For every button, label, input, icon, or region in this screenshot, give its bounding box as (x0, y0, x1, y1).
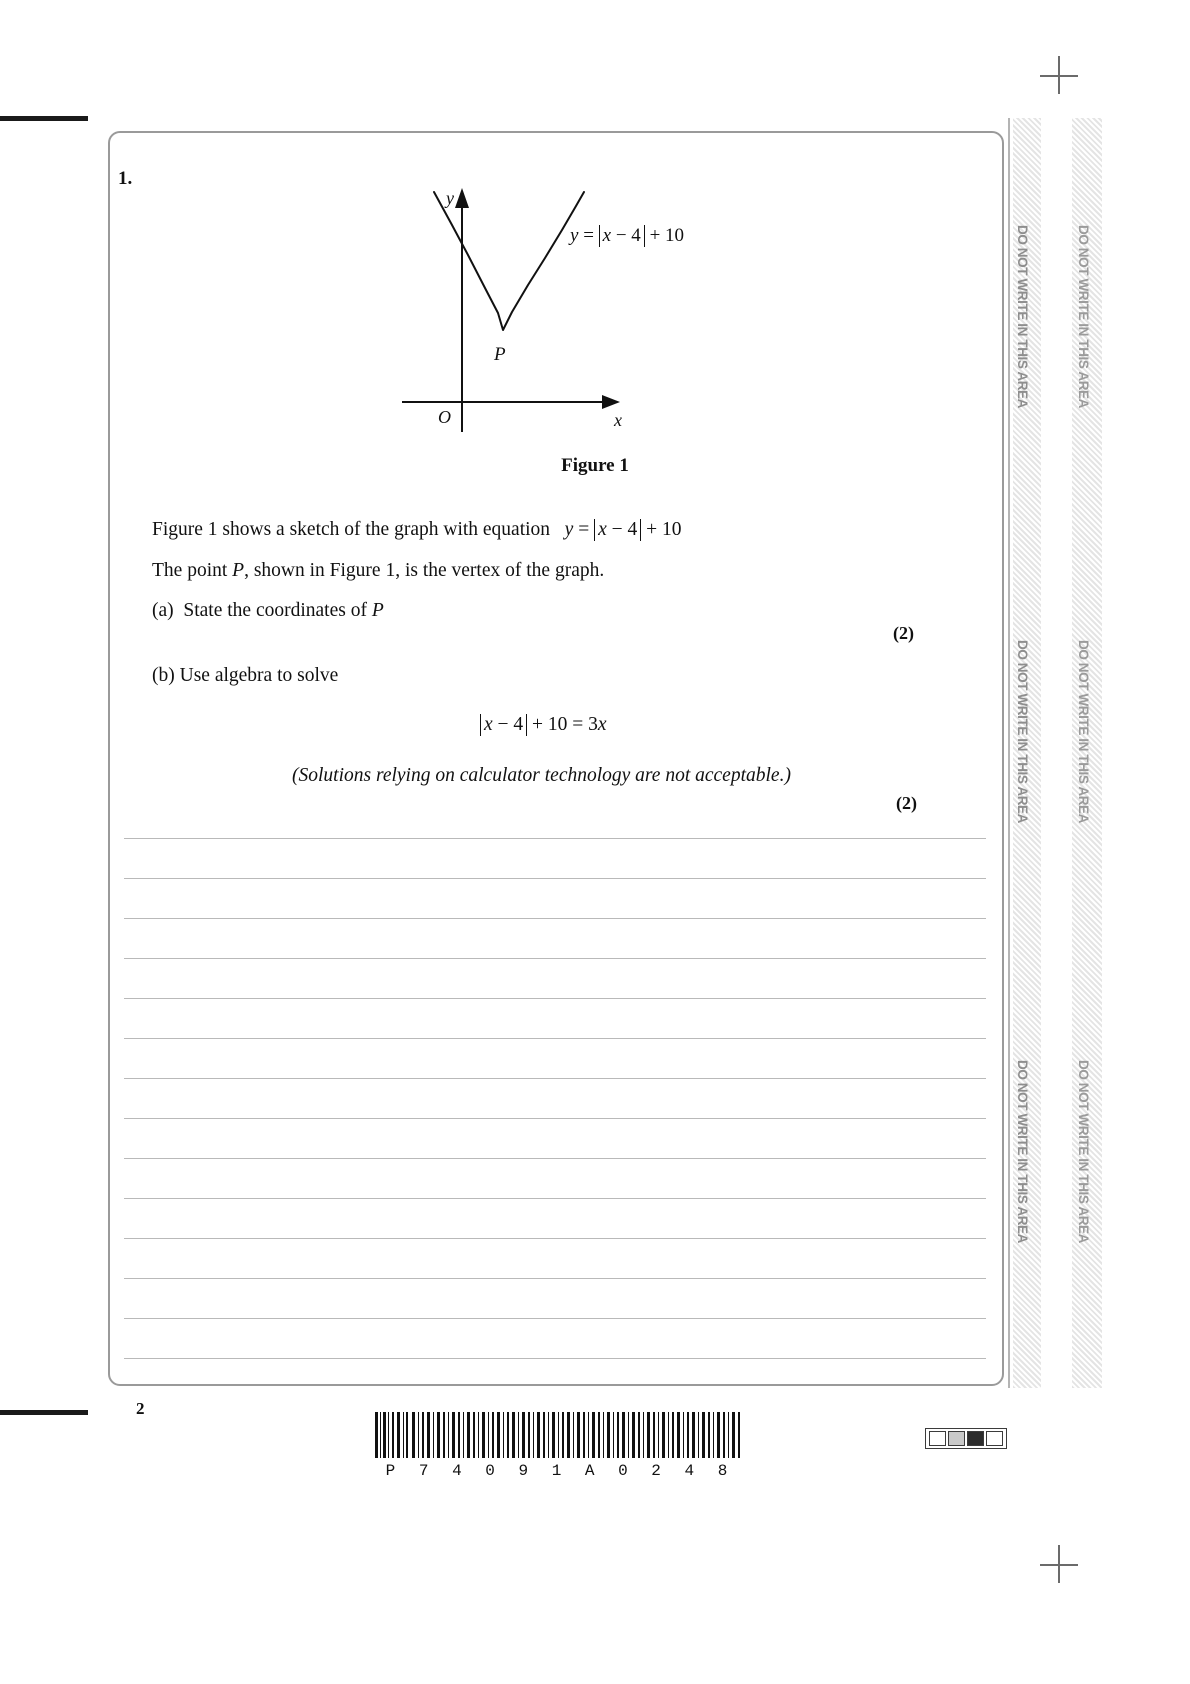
do-not-write-notice-5: DO NOT WRITE IN THIS AREA (1076, 640, 1091, 823)
answer-line[interactable] (124, 1158, 986, 1159)
part-a-text: (a) State the coordinates of P (152, 600, 384, 621)
answer-line[interactable] (124, 918, 986, 919)
answer-line[interactable] (124, 1118, 986, 1119)
answer-lines[interactable] (124, 838, 986, 1398)
do-not-write-notice-3: DO NOT WRITE IN THIS AREA (1015, 1060, 1030, 1243)
barcode (375, 1412, 745, 1458)
do-not-write-notice-2: DO NOT WRITE IN THIS AREA (1015, 640, 1030, 823)
do-not-write-notice-4: DO NOT WRITE IN THIS AREA (1076, 225, 1091, 408)
answer-line[interactable] (124, 1318, 986, 1319)
part-b-note: (Solutions relying on calculator technology are not acceptable.) (292, 765, 791, 786)
score-box-2 (948, 1431, 965, 1446)
modulus-graph-svg (390, 180, 720, 435)
score-indicator-boxes (925, 1428, 1007, 1449)
svg-text:P: P (494, 344, 506, 365)
answer-line[interactable] (124, 1358, 986, 1359)
part-b-equation: x − 4 + 10 = 3x (480, 710, 607, 739)
svg-text:O: O (438, 407, 451, 427)
part-b-text: (b) Use algebra to solve (152, 665, 339, 686)
figure-caption: Figure 1 (561, 455, 629, 476)
margin-divider-line (1008, 118, 1010, 1388)
do-not-write-notice-6: DO NOT WRITE IN THIS AREA (1076, 1060, 1091, 1243)
svg-text:x: x (614, 410, 622, 430)
answer-line[interactable] (124, 1278, 986, 1279)
edge-bar-bottom (0, 1410, 88, 1415)
graph-equation-label: y = x − 4 + 10 (570, 225, 685, 246)
answer-line[interactable] (124, 838, 986, 839)
crop-mark-bottom-h (1040, 1564, 1078, 1566)
svg-text:y: y (446, 188, 454, 208)
question-intro-line: Figure 1 shows a sketch of the graph with equation y = x − 4 + 10 (152, 519, 682, 540)
vertex-statement: The point P, shown in Figure 1, is the vertex of the graph. (152, 560, 605, 581)
answer-line[interactable] (124, 998, 986, 999)
do-not-write-notice-1: DO NOT WRITE IN THIS AREA (1015, 225, 1030, 408)
barcode-svg (375, 1412, 745, 1458)
answer-line[interactable] (124, 1198, 986, 1199)
score-box-1 (929, 1431, 946, 1446)
crop-mark-top-h (1040, 75, 1078, 77)
score-box-4 (986, 1431, 1003, 1446)
figure-1-graph (390, 180, 720, 435)
part-b-marks: (2) (896, 793, 917, 813)
answer-line[interactable] (124, 1038, 986, 1039)
page-number: 2 (136, 1399, 145, 1418)
answer-line[interactable] (124, 958, 986, 959)
answer-line[interactable] (124, 1078, 986, 1079)
question-number: 1. (118, 168, 133, 189)
barcode-number: P 7 4 0 9 1 A 0 2 4 8 (385, 1462, 735, 1480)
answer-line[interactable] (124, 1238, 986, 1239)
part-a-marks: (2) (893, 623, 914, 643)
edge-bar-top (0, 116, 88, 121)
score-box-3 (967, 1431, 984, 1446)
answer-line[interactable] (124, 878, 986, 879)
